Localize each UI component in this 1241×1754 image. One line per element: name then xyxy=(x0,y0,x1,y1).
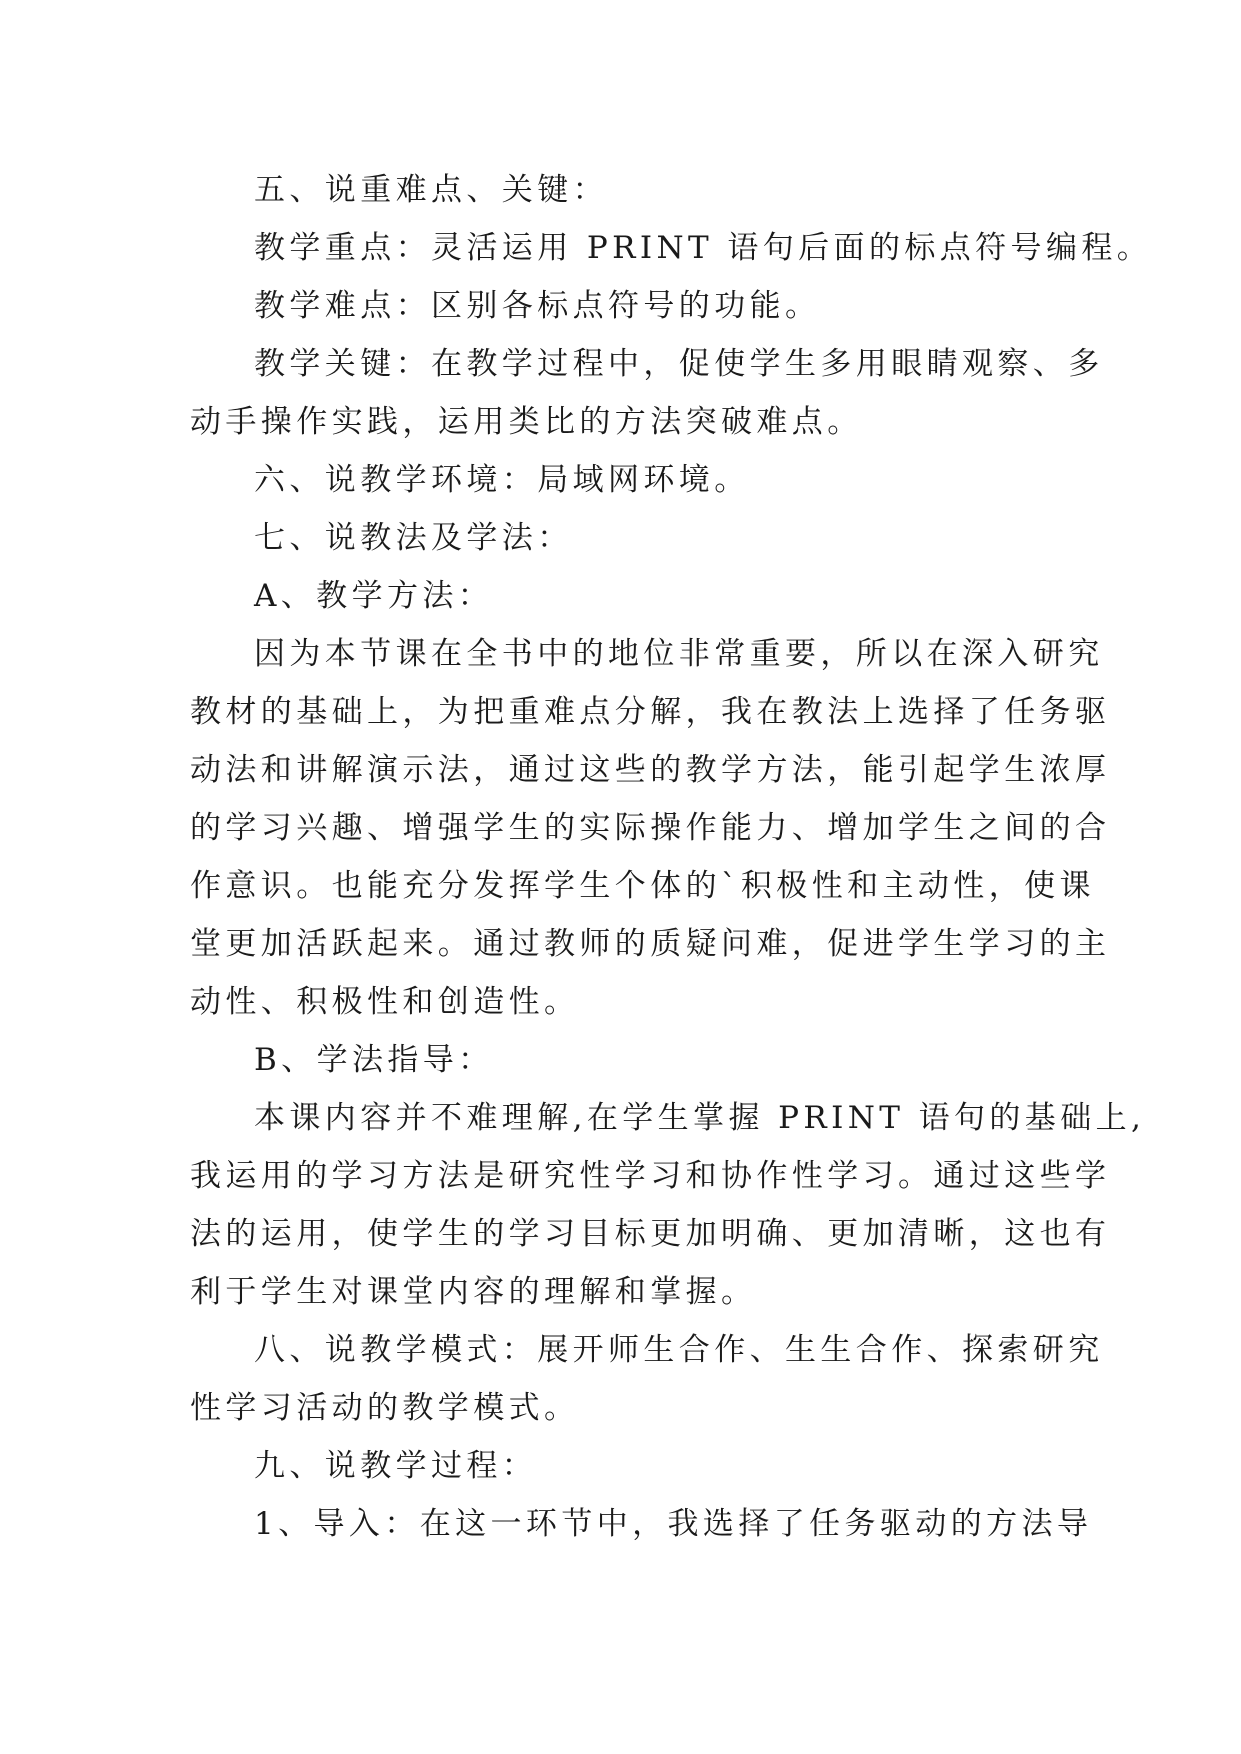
paragraph-line: 我运用的学习方法是研究性学习和协作性学习。通过这些学 xyxy=(190,1158,1111,1194)
heading-key-points: 五、说重难点、关键： xyxy=(254,172,608,208)
paragraph-line: 堂更加活跃起来。通过教师的质疑问难，促进学生学习的主 xyxy=(190,926,1111,962)
paragraph-line: 动性、积极性和创造性。 xyxy=(190,984,580,1020)
heading-environment: 六、说教学环境：局域网环境。 xyxy=(254,462,750,498)
paragraph-line: 动手操作实践，运用类比的方法突破难点。 xyxy=(190,404,863,440)
paragraph-line: 动法和讲解演示法，通过这些的教学方法，能引起学生浓厚 xyxy=(190,752,1111,788)
paragraph-line: 本课内容并不难理解,在学生掌握 PRINT 语句的基础上, xyxy=(254,1100,1146,1136)
paragraph-line: 性学习活动的教学模式。 xyxy=(190,1390,580,1426)
paragraph-line: 法的运用，使学生的学习目标更加明确、更加清晰，这也有 xyxy=(190,1216,1111,1252)
paragraph-teaching-difficulty: 教学难点：区别各标点符号的功能。 xyxy=(254,288,821,324)
paragraph-line: 利于学生对课堂内容的理解和掌握。 xyxy=(190,1274,757,1310)
heading-methods: 七、说教法及学法： xyxy=(254,520,573,556)
paragraph-line: 的学习兴趣、增强学生的实际操作能力、增加学生之间的合 xyxy=(190,810,1111,846)
paragraph-teaching-key: 教学关键：在教学过程中，促使学生多用眼睛观察、多 xyxy=(254,346,1104,382)
heading-teaching-process: 九、说教学过程： xyxy=(254,1448,538,1484)
paragraph-line: 因为本节课在全书中的地位非常重要，所以在深入研究 xyxy=(254,636,1104,672)
subheading-teaching-method: A、教学方法： xyxy=(254,578,494,614)
paragraph-line: 1、导入：在这一环节中，我选择了任务驱动的方法导 xyxy=(254,1506,1093,1542)
subheading-learning-guide: B、学法指导： xyxy=(254,1042,494,1078)
heading-teaching-mode: 八、说教学模式：展开师生合作、生生合作、探索研究 xyxy=(254,1332,1104,1368)
paragraph-line: 教材的基础上，为把重难点分解，我在教法上选择了任务驱 xyxy=(190,694,1111,730)
paragraph-teaching-focus: 教学重点：灵活运用 PRINT 语句后面的标点符号编程。 xyxy=(254,230,1153,266)
paragraph-line: 作意识。也能充分发挥学生个体的`积极性和主动性，使课 xyxy=(190,868,1095,904)
